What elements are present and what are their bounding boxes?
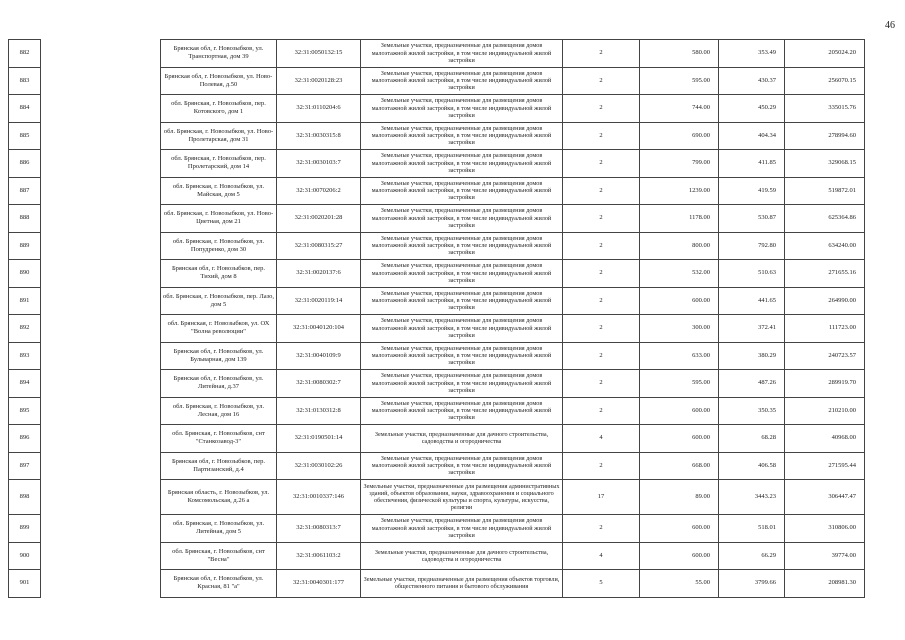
cadastral-number-cell: 32:31:0070206:2	[277, 177, 361, 205]
area-cell: 799.00	[640, 150, 719, 178]
land-purpose-cell: Земельные участки, предназначенные для размещения объектов торговли, общественного питания и бытового обслуживания	[361, 570, 563, 598]
group-cell: 2	[563, 122, 640, 150]
land-purpose-cell: Земельные участки, предназначенные для размещения домов малоэтажной жилой застройки, в том числе индивидуальной жилой застройки	[361, 232, 563, 260]
table-row	[9, 205, 865, 233]
unit-value-cell: 518.01	[719, 515, 785, 543]
spacer-cell	[41, 452, 161, 480]
land-purpose-cell: Земельные участки, предназначенные для размещения домов малоэтажной жилой застройки, в том числе индивидуальной жилой застройки	[361, 150, 563, 178]
group-cell: 4	[563, 542, 640, 570]
unit-value-cell: 530.87	[719, 205, 785, 233]
cadastral-value-cell: 329068.15	[785, 150, 865, 178]
spacer-cell	[41, 542, 161, 570]
area-cell: 55.00	[640, 570, 719, 598]
cadastral-number-cell: 32:31:0030102:26	[277, 452, 361, 480]
group-cell: 17	[563, 480, 640, 515]
land-purpose-cell: Земельные участки, предназначенные для размещения домов малоэтажной жилой застройки, в том числе индивидуальной жилой застройки	[361, 260, 563, 288]
cadastral-number-cell: 32:31:0080315:27	[277, 232, 361, 260]
row-number: 884	[9, 95, 41, 123]
spacer-cell	[41, 480, 161, 515]
table-row	[9, 425, 865, 453]
table-row	[9, 95, 865, 123]
table-row	[9, 570, 865, 598]
address-cell: обл. Брянская, г. Новозыбков, ул. Попудренко, дом 30	[161, 232, 277, 260]
address-cell: Брянская обл, г. Новозыбков, ул. Ново-Полевая, д.50	[161, 67, 277, 95]
cadastral-number-cell: 32:31:0010337:146	[277, 480, 361, 515]
address-cell: обл. Брянская, г. Новозыбков, пер. Лазо, дом 5	[161, 287, 277, 315]
unit-value-cell: 380.29	[719, 342, 785, 370]
area-cell: 600.00	[640, 542, 719, 570]
row-number: 900	[9, 542, 41, 570]
unit-value-cell: 68.28	[719, 425, 785, 453]
land-purpose-cell: Земельные участки, предназначенные для размещения домов малоэтажной жилой застройки, в том числе индивидуальной жилой застройки	[361, 40, 563, 68]
cadastral-value-cell: 111723.00	[785, 315, 865, 343]
cadastral-number-cell: 32:31:0040120:104	[277, 315, 361, 343]
group-cell: 2	[563, 315, 640, 343]
address-cell: обл. Брянская, г. Новозыбков, ул. Майская, дом 5	[161, 177, 277, 205]
area-cell: 1239.00	[640, 177, 719, 205]
unit-value-cell: 441.65	[719, 287, 785, 315]
area-cell: 300.00	[640, 315, 719, 343]
unit-value-cell: 350.35	[719, 397, 785, 425]
table-row	[9, 260, 865, 288]
group-cell: 2	[563, 370, 640, 398]
row-number: 887	[9, 177, 41, 205]
table-row	[9, 122, 865, 150]
cadastral-value-cell: 210210.00	[785, 397, 865, 425]
group-cell: 2	[563, 67, 640, 95]
spacer-cell	[41, 177, 161, 205]
land-purpose-cell: Земельные участки, предназначенные для размещения домов малоэтажной жилой застройки, в том числе индивидуальной жилой застройки	[361, 122, 563, 150]
row-number: 893	[9, 342, 41, 370]
spacer-cell	[41, 370, 161, 398]
table-row	[9, 67, 865, 95]
cadastral-number-cell: 32:31:0130312:8	[277, 397, 361, 425]
cadastral-value-cell: 205024.20	[785, 40, 865, 68]
cadastral-value-cell: 278994.60	[785, 122, 865, 150]
address-cell: обл. Брянская, г. Новозыбков, снт "Весна"	[161, 542, 277, 570]
cadastral-value-cell: 271655.16	[785, 260, 865, 288]
cadastral-value-cell: 208981.30	[785, 570, 865, 598]
row-number: 886	[9, 150, 41, 178]
group-cell: 2	[563, 515, 640, 543]
land-purpose-cell: Земельные участки, предназначенные для размещения домов малоэтажной жилой застройки, в том числе индивидуальной жилой застройки	[361, 452, 563, 480]
row-number: 889	[9, 232, 41, 260]
group-cell: 2	[563, 452, 640, 480]
area-cell: 1178.00	[640, 205, 719, 233]
spacer-cell	[41, 95, 161, 123]
spacer-cell	[41, 150, 161, 178]
area-cell: 690.00	[640, 122, 719, 150]
row-number: 882	[9, 40, 41, 68]
address-cell: обл. Брянская, г. Новозыбков, ул. Лесная, дом 16	[161, 397, 277, 425]
unit-value-cell: 406.58	[719, 452, 785, 480]
row-number: 888	[9, 205, 41, 233]
group-cell: 2	[563, 40, 640, 68]
spacer-cell	[41, 232, 161, 260]
unit-value-cell: 3443.23	[719, 480, 785, 515]
table-row	[9, 232, 865, 260]
cadastral-number-cell: 32:31:0040109:9	[277, 342, 361, 370]
group-cell: 2	[563, 95, 640, 123]
page-number: 46	[885, 20, 895, 31]
group-cell: 4	[563, 425, 640, 453]
cadastral-value-cell: 519872.01	[785, 177, 865, 205]
unit-value-cell: 66.29	[719, 542, 785, 570]
table-body	[9, 40, 865, 598]
spacer-cell	[41, 315, 161, 343]
row-number: 883	[9, 67, 41, 95]
unit-value-cell: 510.63	[719, 260, 785, 288]
land-purpose-cell: Земельные участки, предназначенные для размещения домов малоэтажной жилой застройки, в том числе индивидуальной жилой застройки	[361, 515, 563, 543]
row-number: 897	[9, 452, 41, 480]
land-purpose-cell: Земельные участки, предназначенные для размещения домов малоэтажной жилой застройки, в том числе индивидуальной жилой застройки	[361, 95, 563, 123]
table-row	[9, 515, 865, 543]
cadastral-number-cell: 32:31:0190501:14	[277, 425, 361, 453]
address-cell: обл. Брянская, г. Новозыбков, снт "Станкозавод-3"	[161, 425, 277, 453]
spacer-cell	[41, 40, 161, 68]
cadastral-value-cell: 310806.00	[785, 515, 865, 543]
cadastral-value-cell: 40968.00	[785, 425, 865, 453]
spacer-cell	[41, 515, 161, 543]
address-cell: обл. Брянская, г. Новозыбков, пер. Котовского, дом 1	[161, 95, 277, 123]
cadastral-value-cell: 306447.47	[785, 480, 865, 515]
unit-value-cell: 450.29	[719, 95, 785, 123]
area-cell: 532.00	[640, 260, 719, 288]
spacer-cell	[41, 205, 161, 233]
address-cell: Брянская область, г. Новозыбков, ул. Комсомольская, д.26 а	[161, 480, 277, 515]
table-row	[9, 150, 865, 178]
address-cell: Брянская обл, г. Новозыбков, ул. Транспортная, дом 39	[161, 40, 277, 68]
address-cell: обл. Брянская, г. Новозыбков, ул. Ново-Цветная, дом 21	[161, 205, 277, 233]
group-cell: 2	[563, 287, 640, 315]
table-row	[9, 480, 865, 515]
land-purpose-cell: Земельные участки, предназначенные для размещения домов малоэтажной жилой застройки, в том числе индивидуальной жилой застройки	[361, 287, 563, 315]
land-purpose-cell: Земельные участки, предназначенные для размещения домов малоэтажной жилой застройки, в том числе индивидуальной жилой застройки	[361, 205, 563, 233]
spacer-cell	[41, 260, 161, 288]
cadastral-value-cell: 264990.00	[785, 287, 865, 315]
unit-value-cell: 411.85	[719, 150, 785, 178]
cadastral-value-cell: 335015.76	[785, 95, 865, 123]
table-row	[9, 342, 865, 370]
area-cell: 668.00	[640, 452, 719, 480]
area-cell: 600.00	[640, 425, 719, 453]
cadastral-value-cell: 240723.57	[785, 342, 865, 370]
area-cell: 633.00	[640, 342, 719, 370]
table-row	[9, 287, 865, 315]
address-cell: Брянская обл, г. Новозыбков, пер. Партизанский, д.4	[161, 452, 277, 480]
row-number: 891	[9, 287, 41, 315]
group-cell: 2	[563, 177, 640, 205]
unit-value-cell: 430.37	[719, 67, 785, 95]
address-cell: Брянская обл, г. Новозыбков, пер. Тихий, дом 8	[161, 260, 277, 288]
address-cell: обл. Брянская, г. Новозыбков, ул. Литейная, дом 5	[161, 515, 277, 543]
table-row	[9, 315, 865, 343]
area-cell: 595.00	[640, 370, 719, 398]
cadastral-value-cell: 289919.70	[785, 370, 865, 398]
land-purpose-cell: Земельные участки, предназначенные для размещения административных зданий, объектов образования, науки, здравоохранения и социального обеспечения, физической культуры и спорта, культуры, искусства, религии	[361, 480, 563, 515]
address-cell: обл. Брянская, г. Новозыбков, пер. Пролетарский, дом 14	[161, 150, 277, 178]
area-cell: 595.00	[640, 67, 719, 95]
unit-value-cell: 404.34	[719, 122, 785, 150]
table-row	[9, 542, 865, 570]
group-cell: 2	[563, 342, 640, 370]
spacer-cell	[41, 425, 161, 453]
land-purpose-cell: Земельные участки, предназначенные для размещения домов малоэтажной жилой застройки, в том числе индивидуальной жилой застройки	[361, 67, 563, 95]
area-cell: 744.00	[640, 95, 719, 123]
group-cell: 2	[563, 150, 640, 178]
cadastral-number-cell: 32:31:0040301:177	[277, 570, 361, 598]
area-cell: 800.00	[640, 232, 719, 260]
row-number: 901	[9, 570, 41, 598]
land-purpose-cell: Земельные участки, предназначенные для дачного строительства, садоводства и огородничества	[361, 425, 563, 453]
land-purpose-cell: Земельные участки, предназначенные для размещения домов малоэтажной жилой застройки, в том числе индивидуальной жилой застройки	[361, 315, 563, 343]
row-number: 892	[9, 315, 41, 343]
cadastral-value-cell: 256070.15	[785, 67, 865, 95]
address-cell: обл. Брянская, г. Новозыбков, ул. ОХ "Волна революции"	[161, 315, 277, 343]
cadastral-number-cell: 32:31:0110204:6	[277, 95, 361, 123]
land-registry-table	[8, 39, 865, 598]
row-number: 890	[9, 260, 41, 288]
table-row	[9, 40, 865, 68]
area-cell: 600.00	[640, 287, 719, 315]
cadastral-number-cell: 32:31:0020119:14	[277, 287, 361, 315]
cadastral-value-cell: 39774.00	[785, 542, 865, 570]
unit-value-cell: 3799.66	[719, 570, 785, 598]
unit-value-cell: 487.26	[719, 370, 785, 398]
row-number: 896	[9, 425, 41, 453]
cadastral-number-cell: 32:31:0080302:7	[277, 370, 361, 398]
land-purpose-cell: Земельные участки, предназначенные для дачного строительства, садоводства и огородничества	[361, 542, 563, 570]
table-row	[9, 177, 865, 205]
spacer-cell	[41, 122, 161, 150]
unit-value-cell: 353.49	[719, 40, 785, 68]
spacer-cell	[41, 397, 161, 425]
unit-value-cell: 792.80	[719, 232, 785, 260]
land-purpose-cell: Земельные участки, предназначенные для размещения домов малоэтажной жилой застройки, в том числе индивидуальной жилой застройки	[361, 342, 563, 370]
spacer-cell	[41, 342, 161, 370]
spacer-cell	[41, 570, 161, 598]
table-row	[9, 370, 865, 398]
area-cell: 600.00	[640, 397, 719, 425]
group-cell: 2	[563, 397, 640, 425]
address-cell: Брянская обл, г. Новозыбков, ул. Бульварная, дом 139	[161, 342, 277, 370]
group-cell: 2	[563, 205, 640, 233]
table-row	[9, 397, 865, 425]
row-number: 885	[9, 122, 41, 150]
land-purpose-cell: Земельные участки, предназначенные для размещения домов малоэтажной жилой застройки, в том числе индивидуальной жилой застройки	[361, 370, 563, 398]
cadastral-number-cell: 32:31:0020128:23	[277, 67, 361, 95]
unit-value-cell: 372.41	[719, 315, 785, 343]
cadastral-value-cell: 625364.86	[785, 205, 865, 233]
spacer-cell	[41, 67, 161, 95]
cadastral-number-cell: 32:31:0061103:2	[277, 542, 361, 570]
unit-value-cell: 419.59	[719, 177, 785, 205]
address-cell: Брянская обл, г. Новозыбков, ул. Красная, 81 "а"	[161, 570, 277, 598]
row-number: 894	[9, 370, 41, 398]
address-cell: Брянская обл, г. Новозыбков, ул. Литейная, д.37	[161, 370, 277, 398]
row-number: 899	[9, 515, 41, 543]
cadastral-number-cell: 32:31:0030315:8	[277, 122, 361, 150]
land-purpose-cell: Земельные участки, предназначенные для размещения домов малоэтажной жилой застройки, в том числе индивидуальной жилой застройки	[361, 177, 563, 205]
area-cell: 600.00	[640, 515, 719, 543]
cadastral-number-cell: 32:31:0080313:7	[277, 515, 361, 543]
cadastral-value-cell: 271595.44	[785, 452, 865, 480]
group-cell: 5	[563, 570, 640, 598]
address-cell: обл. Брянская, г. Новозыбков, ул. Ново-Пролетарская, дом 31	[161, 122, 277, 150]
cadastral-number-cell: 32:31:0050132:15	[277, 40, 361, 68]
area-cell: 580.00	[640, 40, 719, 68]
spacer-cell	[41, 287, 161, 315]
cadastral-number-cell: 32:31:0020201:28	[277, 205, 361, 233]
land-purpose-cell: Земельные участки, предназначенные для размещения домов малоэтажной жилой застройки, в том числе индивидуальной жилой застройки	[361, 397, 563, 425]
cadastral-value-cell: 634240.00	[785, 232, 865, 260]
group-cell: 2	[563, 232, 640, 260]
cadastral-number-cell: 32:31:0030103:7	[277, 150, 361, 178]
cadastral-number-cell: 32:31:0020137:6	[277, 260, 361, 288]
row-number: 898	[9, 480, 41, 515]
table-row	[9, 452, 865, 480]
group-cell: 2	[563, 260, 640, 288]
area-cell: 89.00	[640, 480, 719, 515]
row-number: 895	[9, 397, 41, 425]
